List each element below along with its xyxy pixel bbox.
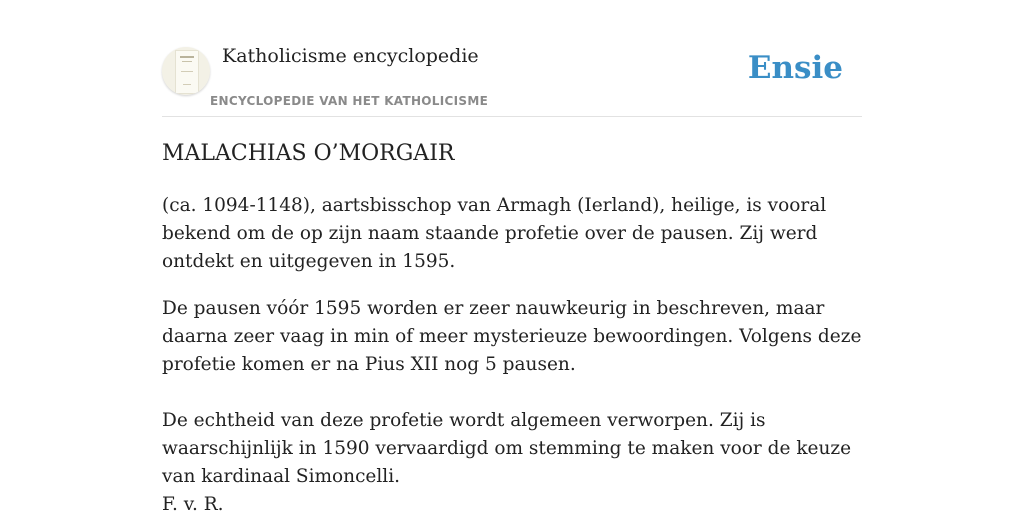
book-cover-page [175,50,199,94]
cover-line [183,84,191,85]
site-header [162,0,862,117]
article-paragraph: (ca. 1094-1148), aartsbisschop van Armagh (Ierland), heilige, is vooral bekend om de op zijn naam staande profetie over de pausen. Zij werd ontdekt en uitgegeven in 1595. [162,195,827,272]
cover-line [181,71,193,72]
cover-line [182,61,192,62]
site-title-link[interactable]: Katholicisme encyclopedie [222,45,479,67]
article-title: MALACHIAS O’MORGAIR [162,141,455,166]
article-paragraph: De pausen vóór 1595 worden er zeer nauwkeurig in beschreven, maar daarna zeer vaag in min of meer mysterieuze bewoordingen. Volgens deze profetie komen er na Pius XII nog 5 pausen. [162,298,862,375]
cover-line [180,56,194,58]
article-signature: F. v. R. [162,494,224,512]
brand-logo-link[interactable]: Ensie [747,50,843,86]
content-column [162,0,862,512]
article-paragraph: De echtheid van deze profetie wordt algemeen verworpen. Zij is waarschijnlijk in 1590 vervaardigd om stemming te maken voor de keuze van kardinaal Simoncelli. [162,410,852,487]
site-subtitle: ENCYCLOPEDIE VAN HET KATHOLICISME [210,94,489,108]
book-cover-icon[interactable] [162,47,210,95]
